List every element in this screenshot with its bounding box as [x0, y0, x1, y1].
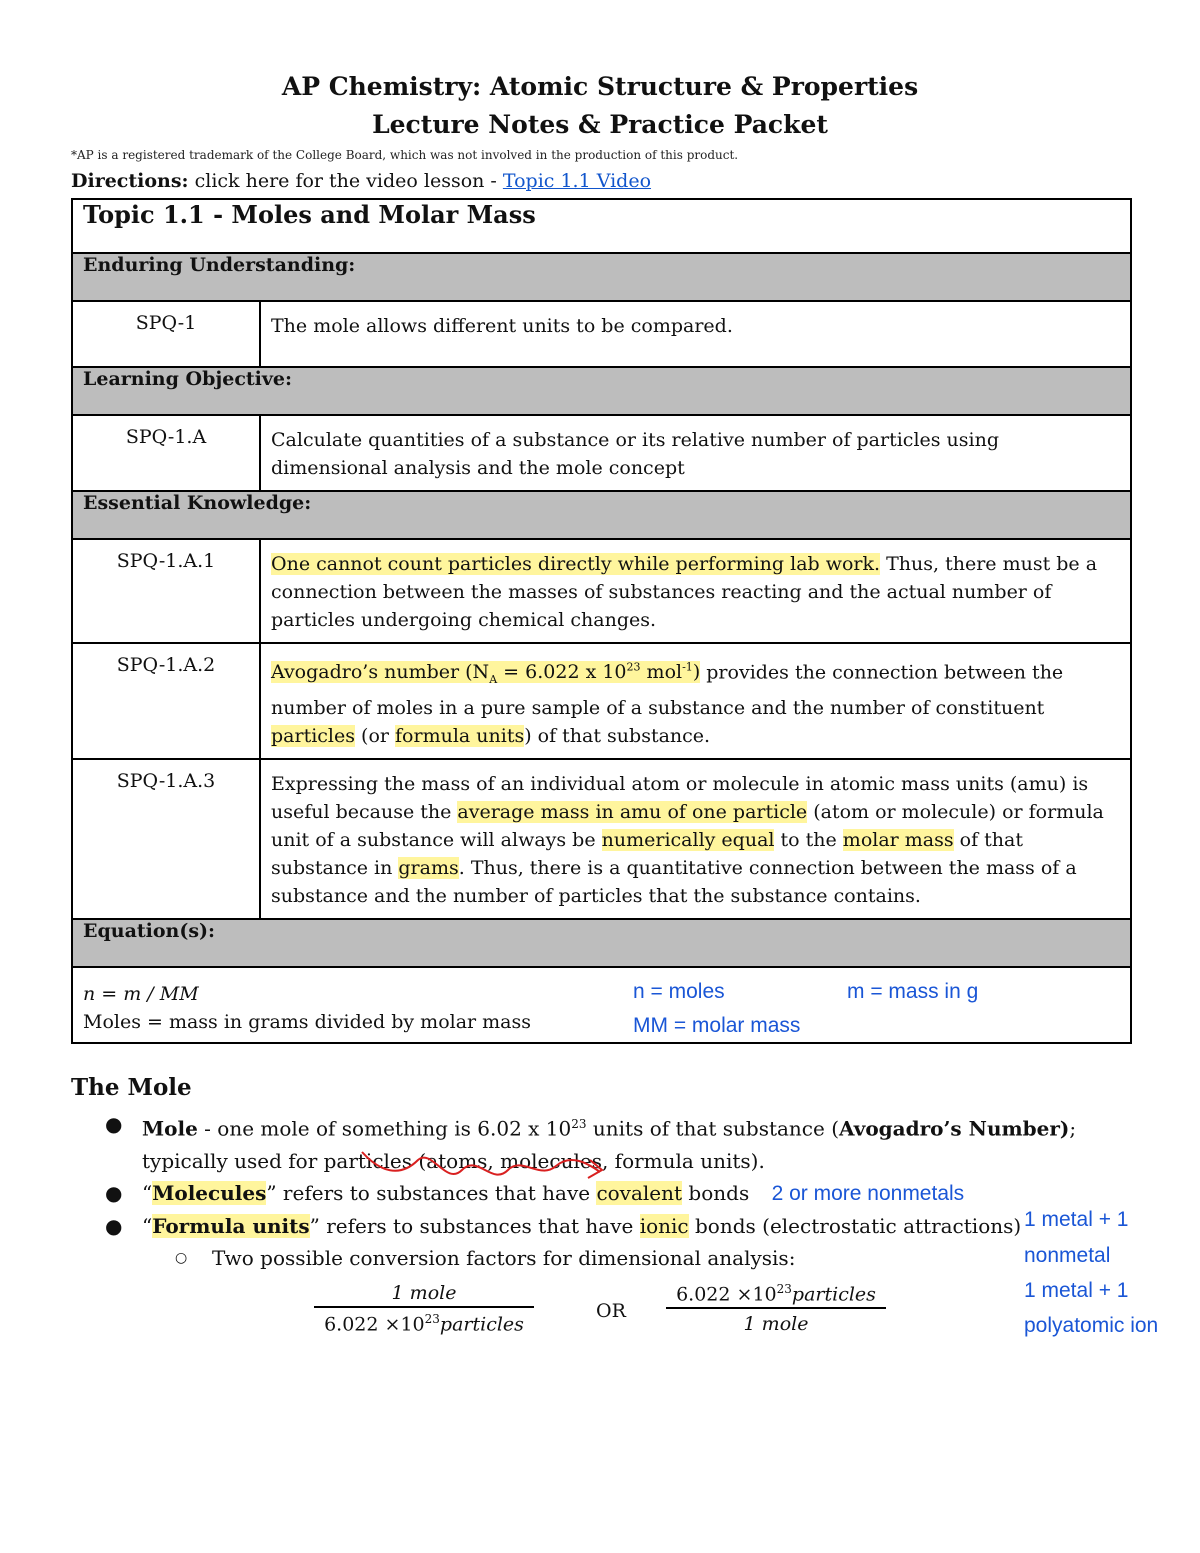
trademark-disclaimer: *AP is a registered trademark of the College Board, which was not involved in the production of this product.	[71, 148, 739, 162]
enduring-text: The mole allows different units to be compared.	[260, 301, 1131, 367]
knowledge-code-1: SPQ-1.A.1	[72, 539, 260, 643]
highlight: ionic	[639, 1213, 689, 1238]
superscript: 23	[424, 1312, 440, 1326]
superscript: 23	[776, 1282, 792, 1296]
highlight: One cannot count particles directly while performing lab work.	[271, 553, 881, 575]
highlight: covalent	[596, 1180, 683, 1205]
knowledge-code-2: SPQ-1.A.2	[72, 643, 260, 759]
bullet-icon: ●	[105, 1180, 123, 1205]
text: Thus, there must be a connection between the masses of substances reacting and the actual number of particles undergoing chemical changes.	[271, 553, 1098, 631]
conversion-fraction-1	[314, 1282, 534, 1335]
text: 1 mole	[391, 1282, 457, 1304]
fraction-denominator	[314, 1308, 534, 1335]
objective-text: Calculate quantities of a substance or its relative number of particles using dimensional analysis and the mole concept	[260, 415, 1131, 491]
text: (or	[355, 725, 396, 748]
text: . Thus, there is a quantitative connection between the mass of a substance and the number of particles that the substance contains.	[271, 857, 1077, 908]
directions-label: Directions:	[71, 170, 189, 192]
topic-title: Topic 1.1 - Moles and Molar Mass	[72, 199, 1131, 253]
circle-bullet-icon: ○	[175, 1249, 188, 1266]
objective-header: Learning Objective:	[72, 367, 1131, 415]
equation-description: Moles = mass in grams divided by molar mass	[83, 1011, 532, 1034]
highlight: Molecules	[152, 1180, 267, 1205]
text: ;	[1069, 1116, 1077, 1141]
or-label: OR	[596, 1300, 626, 1322]
highlight: Formula units	[152, 1213, 310, 1238]
text: (atom or molecule) or formula unit of a substance will always be	[271, 801, 1104, 852]
note-m-mass: m = mass in g	[847, 980, 979, 1004]
text: refers to substances that have	[276, 1180, 597, 1205]
text: “	[142, 1213, 153, 1238]
text: ”	[309, 1213, 320, 1238]
text: particles	[791, 1283, 876, 1306]
text: 6.022 ×10	[324, 1313, 425, 1336]
document-title: AP Chemistry: Atomic Structure & Properties	[281, 72, 919, 101]
enduring-code: SPQ-1	[72, 301, 260, 367]
enduring-header: Enduring Understanding:	[72, 253, 1131, 301]
equation-header: Equation(s):	[72, 919, 1131, 967]
note-n-moles: n = moles	[633, 980, 725, 1004]
bullet-icon: ●	[105, 1213, 123, 1238]
knowledge-header: Essential Knowledge:	[72, 491, 1131, 539]
text: provides the connection between the number of moles in a pure sample of a substance and the number of constituent	[271, 661, 1064, 720]
conversion-fraction-2	[666, 1282, 886, 1335]
text: = 6.022 x 10	[497, 661, 627, 684]
text: mol	[640, 661, 683, 684]
text: “	[142, 1180, 153, 1205]
text: particles	[439, 1313, 524, 1336]
subscript: A	[489, 673, 498, 687]
note-metal-nonmetal-2: nonmetal	[1024, 1244, 1111, 1267]
directions-text: click here for the video lesson -	[188, 170, 503, 192]
text: )	[692, 661, 701, 684]
bold-term: Avogadro’s Number)	[839, 1116, 1070, 1141]
highlight: particles	[271, 725, 355, 748]
section-heading: The Mole	[71, 1074, 192, 1101]
fraction-numerator	[666, 1282, 886, 1309]
bullet-icon: ●	[105, 1112, 123, 1136]
note-metal-polyatomic-2: polyatomic ion	[1024, 1314, 1159, 1337]
text: typically used for particles (atoms, molecules, formula units).	[142, 1148, 765, 1173]
text: bonds	[682, 1180, 750, 1205]
text: units of that substance (	[586, 1116, 839, 1141]
note-molar-mass: MM = molar mass	[633, 1014, 801, 1038]
fraction-numerator	[314, 1282, 534, 1308]
note-metal-polyatomic-1: 1 metal + 1	[1024, 1279, 1129, 1302]
superscript: 23	[626, 661, 641, 674]
superscript: -1	[682, 661, 693, 674]
fraction-denominator	[666, 1309, 886, 1335]
note-nonmetals: 2 or more nonmetals	[771, 1181, 965, 1205]
highlight: molar mass	[842, 829, 954, 852]
text: bonds (electrostatic attractions)	[688, 1213, 1022, 1238]
text: of that substance in	[271, 829, 1024, 880]
video-link[interactable]: Topic 1.1 Video	[502, 170, 652, 192]
text: to the	[774, 829, 843, 852]
highlight: numerically equal	[601, 829, 775, 852]
text: 6.022 ×10	[676, 1283, 777, 1306]
text: Avogadro’s number (N	[271, 661, 490, 684]
highlight: average mass in amu of one particle	[457, 801, 808, 824]
text: - one mole of something is 6.02 x 10	[197, 1116, 572, 1141]
text: Expressing the mass of an individual atom or molecule in atomic mass units (amu) is useful because the	[271, 773, 1089, 824]
superscript: 23	[571, 1117, 587, 1131]
strike-scribble	[362, 1152, 600, 1175]
text: ) of that substance.	[524, 725, 711, 748]
knowledge-code-3: SPQ-1.A.3	[72, 759, 260, 919]
highlight: grams	[398, 857, 459, 880]
text: refers to substances that have	[319, 1213, 640, 1238]
highlight: formula units	[395, 725, 525, 748]
objective-code: SPQ-1.A	[72, 415, 260, 491]
bold-term: Mole	[142, 1116, 198, 1141]
note-metal-nonmetal-1: 1 metal + 1	[1024, 1208, 1129, 1231]
text: 1 mole	[743, 1313, 809, 1336]
text: ”	[266, 1180, 277, 1205]
equation: n = m / MM	[83, 983, 199, 1006]
document-subtitle: Lecture Notes & Practice Packet	[372, 110, 828, 139]
text: Two possible conversion factors for dimensional analysis:	[212, 1245, 796, 1270]
